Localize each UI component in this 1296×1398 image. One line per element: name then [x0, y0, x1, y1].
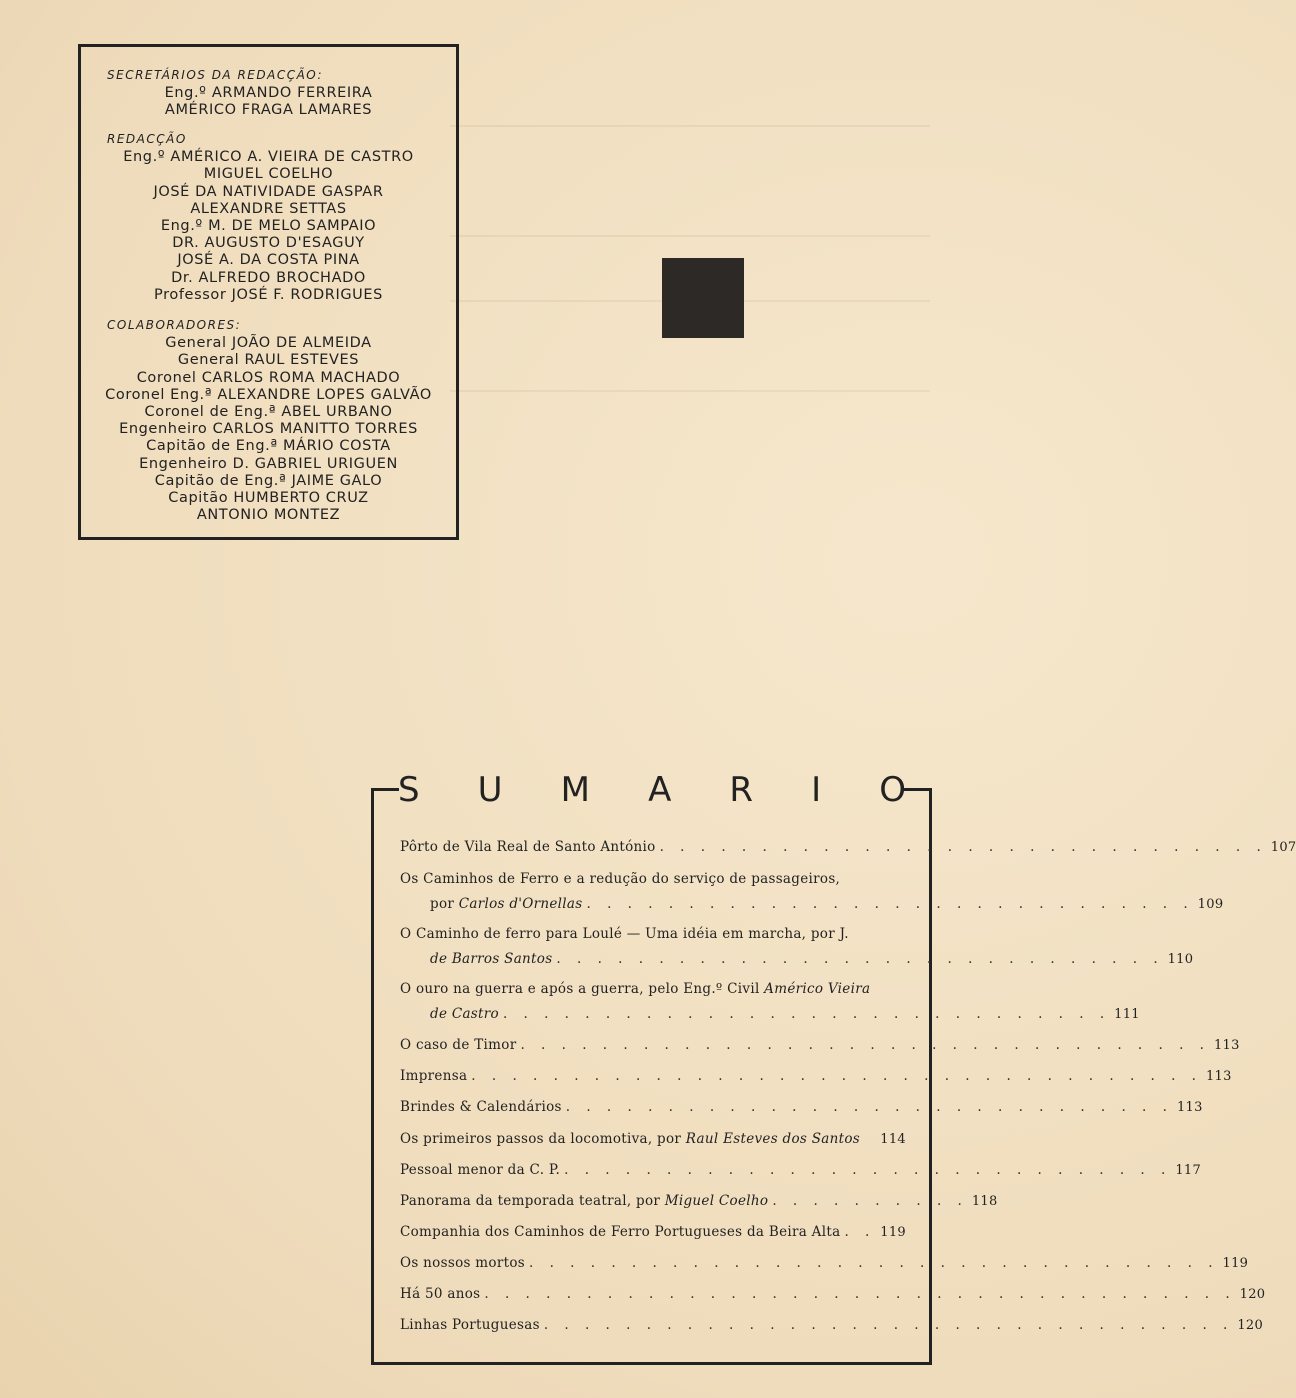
- toc-entry-title: O Caminho de ferro para Loulé — Uma idéia em marcha, por J.: [400, 926, 849, 942]
- toc-leader-dots: . . . . . . . . . . . . . . . . . . . . . . . . . . . . . . . . . .: [528, 1255, 1219, 1271]
- toc-entry: [400, 1283, 1266, 1306]
- toc-text: Panorama da temporada teatral, por: [400, 1193, 665, 1209]
- credit-name: Professor JOSÉ F. RODRIGUES: [154, 286, 383, 303]
- toc-entry-title: Pôrto de Vila Real de Santo António: [400, 839, 656, 855]
- credit-name: General RAUL ESTEVES: [177, 352, 360, 369]
- black-square: [662, 258, 744, 338]
- credit-name: Eng.º AMÉRICO A. VIEIRA DE CASTRO: [123, 149, 414, 166]
- toc-entry: [400, 1128, 906, 1151]
- credit-name: Capitão de Eng.ª JAIME GALO: [154, 472, 383, 489]
- toc-entry-title: O caso de Timor: [400, 1037, 517, 1053]
- colaboradores-group: [81, 317, 456, 524]
- toc-entry-title: [400, 1128, 860, 1150]
- summary-title-letter: M: [560, 770, 590, 810]
- toc-entry-title-continued: [400, 1003, 499, 1025]
- credits-box: [78, 44, 459, 540]
- bleed-through-line: [450, 390, 930, 392]
- summary-title-letter: S: [398, 770, 420, 810]
- toc-leader-dots: . . . . . . . . . . . . . . . . . . . . . . . . . . . . . . . . . . . .: [471, 1068, 1202, 1084]
- toc-entry-title: [400, 978, 906, 1000]
- toc-page-number: 109: [1197, 897, 1224, 912]
- credit-name: Dr. ALFREDO BROCHADO: [171, 269, 366, 286]
- toc-leader-dots: . . . . . . . . . . . . . . . . . . . . . . . . . . . . . .: [659, 839, 1267, 855]
- toc-entry-title: [400, 1190, 768, 1212]
- summary-title: [398, 768, 906, 812]
- summary-title-letter: R: [729, 770, 754, 810]
- redaccao-group: [81, 131, 456, 304]
- toc-leader-dots: . . . . . . . . . . . . . . . . . . . . . . . . . . . . . . . . . .: [520, 1037, 1210, 1053]
- summary-title-letter: A: [648, 770, 672, 810]
- toc-author: Carlos d'Ornellas: [458, 896, 583, 912]
- toc-entry: [400, 978, 1140, 1026]
- credit-name: Eng.º M. DE MELO SAMPAIO: [160, 218, 377, 235]
- toc-page-number: 118: [971, 1194, 998, 1209]
- credit-name: MIGUEL COELHO: [203, 166, 334, 183]
- toc-entry-title: Brindes & Calendários: [400, 1099, 562, 1115]
- toc-entry-title: Os Caminhos de Ferro e a redução do serviço de passageiros,: [400, 871, 841, 887]
- toc-page-number: 110: [1167, 952, 1194, 967]
- credit-name: ALEXANDRE SETTAS: [190, 200, 347, 217]
- toc-entry-title: Pessoal menor da C. P.: [400, 1162, 561, 1178]
- credit-name: Engenheiro CARLOS MANITTO TORRES: [119, 421, 418, 438]
- toc-entry: [400, 1190, 998, 1213]
- toc-entry-title: Imprensa: [400, 1068, 468, 1084]
- credit-name: Coronel CARLOS ROMA MACHADO: [136, 369, 401, 386]
- secretarios-heading: SECRETÁRIOS DA REDACÇÃO:: [107, 68, 323, 82]
- toc-text: O ouro na guerra e após a guerra, pelo Eng.º Civil: [400, 981, 765, 997]
- toc-page-number: 113: [1213, 1038, 1240, 1053]
- credit-name: AMÉRICO FRAGA LAMARES: [164, 102, 373, 119]
- toc-entry-title: Há 50 anos: [400, 1286, 481, 1302]
- toc-page-number: 117: [1175, 1163, 1202, 1178]
- toc-entry: [400, 1221, 906, 1244]
- colaboradores-heading: COLABORADORES:: [107, 318, 242, 332]
- toc-leader-dots: . . . . . . . . . . . . . . . . . . . . . . . . . . . . . . . . . . . . .: [484, 1286, 1236, 1302]
- toc-entry: [400, 868, 1224, 916]
- toc-entry: [400, 1096, 1203, 1119]
- summary-title-letter: O: [879, 770, 906, 810]
- toc-page-number: 120: [1237, 1318, 1264, 1333]
- toc-leader-dots: . . . . . . . . . . . . . . . . . . . . . . . . . . . . . .: [564, 1162, 1172, 1178]
- toc-author: de Barros Santos: [430, 951, 553, 967]
- toc-entry-title-continued: [400, 893, 582, 915]
- bleed-through-line: [450, 125, 930, 127]
- toc-page-number: 111: [1114, 1007, 1140, 1022]
- toc-leader-dots: . . . . . . . . . .: [772, 1193, 968, 1209]
- toc-text: Os primeiros passos da locomotiva, por: [400, 1131, 686, 1147]
- toc-page-number: 113: [1205, 1069, 1232, 1084]
- toc-leader-dots: . . . . . . . . . . . . . . . . . . . . . . . . . . . . . .: [502, 1006, 1111, 1022]
- toc-entry: [400, 1034, 1240, 1057]
- credit-name: General JOÃO DE ALMEIDA: [165, 335, 372, 352]
- toc-author: Raul Esteves dos Santos: [685, 1131, 860, 1147]
- summary-frame-corner: [371, 788, 399, 791]
- secretarios-group: [81, 67, 456, 120]
- toc-leader-dots: . . . . . . . . . . . . . . . . . . . . . . . . . . . . . .: [586, 896, 1194, 912]
- toc-leader-dots: . . . . . . . . . . . . . . . . . . . . . . . . . . . . . . . . . .: [543, 1317, 1234, 1333]
- credit-name: Capitão de Eng.ª MÁRIO COSTA: [146, 438, 391, 455]
- bleed-through-line: [450, 235, 930, 237]
- credit-name: Coronel de Eng.ª ABEL URBANO: [144, 404, 393, 421]
- toc-entry-title: Companhia dos Caminhos de Ferro Portugueses da Beira Alta: [400, 1224, 841, 1240]
- toc-entry-title-continued: [400, 948, 552, 970]
- toc-author: de Castro: [430, 1006, 499, 1022]
- credit-name: JOSÉ DA NATIVIDADE GASPAR: [153, 183, 384, 200]
- credit-name: Coronel Eng.ª ALEXANDRE LOPES GALVÃO: [105, 386, 432, 403]
- summary-title-letter: U: [477, 770, 503, 810]
- toc-leader-dots: . .: [844, 1224, 876, 1240]
- toc-entry: [400, 1252, 1249, 1275]
- redaccao-heading: REDACÇÃO: [107, 132, 187, 146]
- toc-entry: [400, 1159, 1202, 1182]
- toc-leader-dots: . . . . . . . . . . . . . . . . . . . . . . . . . . . . . .: [556, 951, 1164, 967]
- toc-text: por: [430, 896, 459, 912]
- toc-author: Miguel Coelho: [664, 1193, 769, 1209]
- toc-page-number: 120: [1239, 1287, 1266, 1302]
- toc-entry-title: Linhas Portuguesas: [400, 1317, 540, 1333]
- toc-page-number: 119: [880, 1225, 906, 1240]
- credit-name: Engenheiro D. GABRIEL URIGUEN: [139, 455, 398, 472]
- credit-name: ANTONIO MONTEZ: [196, 507, 341, 524]
- toc-page-number: 114: [880, 1132, 906, 1147]
- credit-name: JOSÉ A. DA COSTA PINA: [177, 252, 360, 269]
- credit-name: Eng.º ARMANDO FERREIRA: [164, 85, 373, 102]
- toc-entry: [400, 923, 1194, 971]
- toc-page-number: 107: [1270, 840, 1296, 855]
- summary-frame-corner: [904, 788, 932, 791]
- toc-page-number: 119: [1222, 1256, 1249, 1271]
- toc-entry-title: Os nossos mortos: [400, 1255, 525, 1271]
- toc-leader-dots: . . . . . . . . . . . . . . . . . . . . . . . . . . . . . .: [565, 1099, 1173, 1115]
- credit-name: Capitão HUMBERTO CRUZ: [168, 490, 369, 507]
- toc-page-number: 113: [1176, 1100, 1203, 1115]
- toc-entry: [400, 1065, 1232, 1088]
- toc-entry: [400, 1314, 1264, 1337]
- toc-entry: [400, 836, 1296, 859]
- credit-name: DR. AUGUSTO D'ESAGUY: [172, 235, 365, 252]
- summary-title-letter: I: [811, 770, 822, 810]
- toc-author: Américo Vieira: [764, 981, 871, 997]
